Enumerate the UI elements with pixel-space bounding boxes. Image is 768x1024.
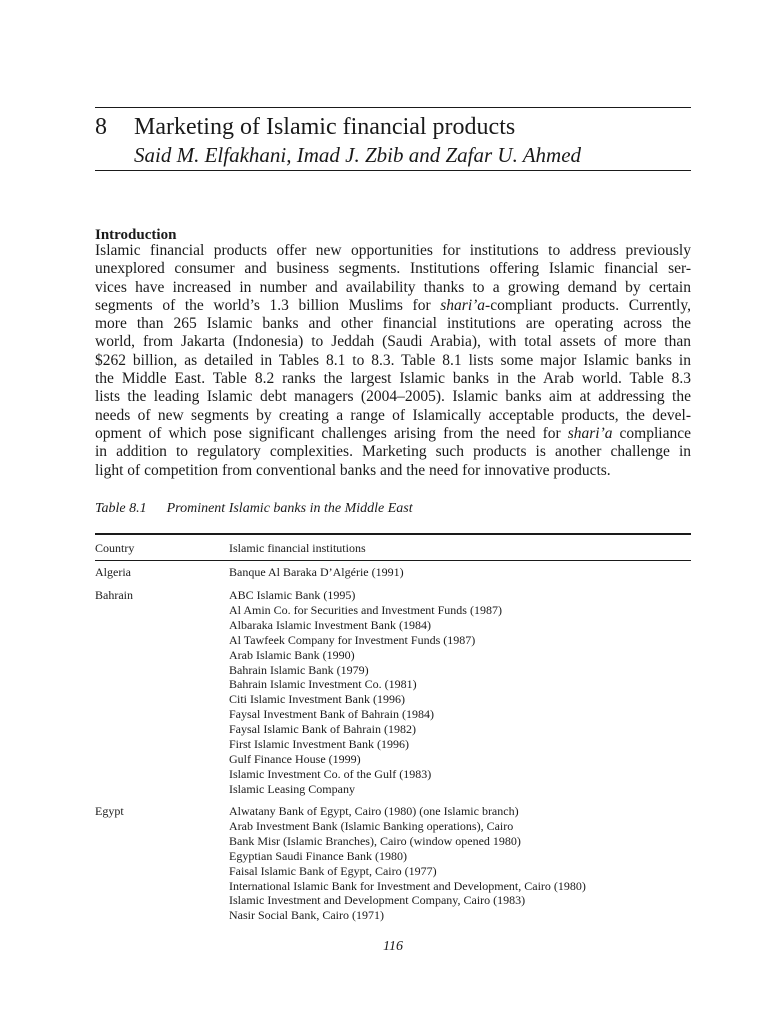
intro-text: -compliant products. Currently, — [485, 296, 691, 314]
intro-line: vices have increased in number and availability thanks to a growing demand by certain — [95, 278, 691, 296]
institutions-cell — [229, 588, 691, 797]
intro-paragraph — [95, 242, 691, 480]
chapter-bottom-rule — [95, 170, 691, 171]
intro-line: Islamic financial products offer new opportunities for institutions to address previously — [95, 242, 691, 259]
column-header-institutions: Islamic financial institutions — [229, 541, 366, 555]
table-top-rule — [95, 533, 691, 535]
institution-name: Al Tawfeek Company for Investment Funds (1987) — [229, 632, 476, 647]
institution-name: Faysal Islamic Bank of Bahrain (1982) — [229, 722, 416, 737]
intro-line: in addition to regulatory complexities. Marketing such products is another challenge in — [95, 443, 691, 461]
table-header-rule — [95, 560, 691, 561]
institution-name: Arab Islamic Bank (1990) — [229, 647, 355, 662]
page-number: 116 — [383, 939, 403, 954]
country-cell: Algeria — [95, 565, 131, 579]
intro-line: lists the leading Islamic debt managers (2004–2005). Islamic banks aim at addressing the — [95, 388, 691, 406]
intro-line — [95, 297, 691, 315]
intro-text: compliance — [612, 424, 691, 442]
institution-name: Alwatany Bank of Egypt, Cairo (1980) (one Islamic branch) — [229, 804, 519, 818]
institution-name: Banque Al Baraka D’Algérie (1991) — [229, 565, 404, 579]
institution-name: Faisal Islamic Bank of Egypt, Cairo (1977) — [229, 863, 437, 878]
chapter-title: Marketing of Islamic financial products — [134, 114, 516, 140]
institution-name: Citi Islamic Investment Bank (1996) — [229, 692, 405, 707]
chapter-authors: Said M. Elfakhani, Imad J. Zbib and Zafar U. Ahmed — [134, 143, 582, 167]
intro-line: world, from Jakarta (Indonesia) to Jeddah (Saudi Arabia), with total assets of more than — [95, 333, 691, 351]
institution-name: Bahrain Islamic Investment Co. (1981) — [229, 677, 417, 692]
institution-name: Islamic Leasing Company — [229, 781, 355, 796]
country-cell: Egypt — [95, 804, 124, 818]
intro-line: needs of new segments by creating a range of Islamically acceptable products, the devel- — [95, 406, 691, 424]
table-label: Table 8.1 — [95, 501, 147, 516]
institution-name: Nasir Social Bank, Cairo (1971) — [229, 908, 384, 923]
column-header-country: Country — [95, 541, 135, 555]
institution-name: Islamic Investment and Development Company, Cairo (1983) — [229, 893, 526, 908]
institutions-cell — [229, 804, 691, 923]
intro-text: opment of which pose significant challenges arising from the need for — [95, 424, 568, 442]
intro-italic-term: shari’a — [440, 296, 486, 314]
institutions-cell — [229, 565, 691, 580]
institution-name: International Islamic Bank for Investment and Development, Cairo (1980) — [229, 878, 586, 893]
table-title: Prominent Islamic banks in the Middle East — [166, 501, 413, 516]
institution-name: Al Amin Co. for Securities and Investment Funds (1987) — [229, 602, 502, 617]
intro-italic-term: shari’a — [567, 424, 613, 442]
chapter-number: 8 — [95, 114, 107, 140]
intro-text: segments of the world’s 1.3 billion Muslims for — [95, 296, 441, 314]
institution-name: Bank Misr (Islamic Branches), Cairo (window opened 1980) — [229, 833, 521, 848]
country-cell: Bahrain — [95, 588, 133, 602]
institution-name: ABC Islamic Bank (1995) — [229, 588, 356, 602]
section-heading: Introduction — [95, 227, 177, 243]
intro-line: unexplored consumer and business segments. Institutions offering Islamic financial ser- — [95, 260, 691, 278]
table-caption — [95, 501, 413, 517]
intro-line: more than 265 Islamic banks and other financial institutions are operating across the — [95, 315, 691, 333]
intro-line: $262 billion, as detailed in Tables 8.1 to 8.3. Table 8.1 lists some major Islamic banks in — [95, 351, 691, 369]
institution-name: Islamic Investment Co. of the Gulf (1983) — [229, 766, 432, 781]
intro-line — [95, 425, 691, 443]
institution-name: Faysal Investment Bank of Bahrain (1984) — [229, 707, 434, 722]
institution-name: Arab Investment Bank (Islamic Banking operations), Cairo — [229, 818, 514, 833]
intro-line: the Middle East. Table 8.2 ranks the largest Islamic banks in the Arab world. Table 8.3 — [95, 370, 691, 388]
intro-line: light of competition from conventional banks and the need for innovative products. — [95, 461, 611, 479]
institution-name: Egyptian Saudi Finance Bank (1980) — [229, 848, 407, 863]
institution-name: Bahrain Islamic Bank (1979) — [229, 662, 369, 677]
institution-name: Gulf Finance House (1999) — [229, 751, 361, 766]
chapter-top-rule — [95, 107, 691, 108]
institution-name: First Islamic Investment Bank (1996) — [229, 737, 409, 752]
institution-name: Albaraka Islamic Investment Bank (1984) — [229, 617, 431, 632]
